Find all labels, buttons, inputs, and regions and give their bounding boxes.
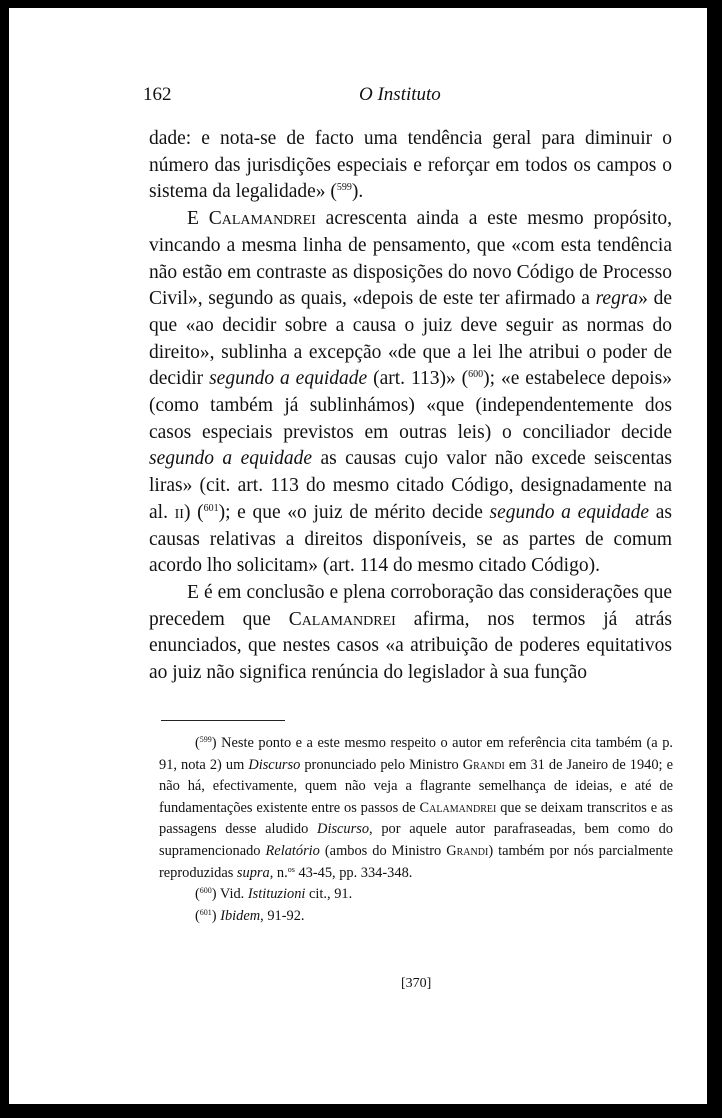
note-reference: 601: [203, 502, 219, 514]
text-run: ) Neste ponto e a este mesmo respeito o autor em referência cita também (a p. 91, nota 2) um: [159, 735, 673, 773]
italic-text: Discurso: [317, 821, 370, 838]
text-run: pronunciado pelo Ministro: [300, 756, 463, 773]
text-run: cit., 91.: [305, 886, 353, 903]
italic-text: segundo a equidade: [489, 501, 650, 523]
small-caps-text: ii: [174, 501, 184, 523]
footnote-600: [159, 884, 673, 906]
footnote-separator: [161, 720, 285, 721]
page-number: 162: [143, 84, 172, 105]
note-reference: 600: [199, 886, 212, 896]
text-run: , por aquele autor parafraseadas, bem como do supramencionado: [159, 821, 673, 859]
text-run: acrescenta ainda a este mesmo propósito, vincando a mesma linha de pensamento, que «com esta tendência não estão em contraste as disposições do novo Código de Processo Civil», segundo as quais, «depois de este ter afirmado a: [149, 208, 672, 310]
small-caps-text: Grandi: [446, 842, 489, 859]
footnote-599: [159, 733, 673, 884]
paragraph: [149, 126, 672, 206]
text-run: em 31 de Janeiro de 1940; e não há, efectivamente, quem não veja a flagrante semelhança de ideias, e até de fundamentações existente entre os passos de: [159, 756, 673, 816]
text-run: (: [195, 735, 200, 751]
text-run: afirma, nos termos já atrás enunciados, que nestes casos «a atribuição de poderes equitativos ao juiz não significa renúncia do legislador à sua função: [149, 608, 672, 684]
text-run: as causas cujo valor não excede seiscentas liras» (cit. art. 113 do mesmo citado Código, designadamente na al.: [149, 448, 672, 523]
italic-text: segundo a equidade: [209, 368, 368, 390]
small-caps-text: Calamandrei: [208, 208, 316, 230]
page-reference: [370]: [401, 976, 432, 991]
text-run: ) também por nós parcialmente reproduzidas: [159, 842, 673, 881]
text-run: ); «e estabelece depois» (como também já sublinhámos) «que (independentemente dos casos especiais previstos em outras leis) o conciliador decide: [149, 368, 672, 443]
note-reference: 599: [336, 182, 352, 194]
small-caps-text: Calamandrei: [419, 799, 497, 816]
text-run: , 91-92.: [260, 907, 305, 924]
italic-text: Istituzioni: [247, 886, 306, 903]
italic-text: Discurso: [248, 756, 301, 773]
note-reference: os: [287, 864, 295, 874]
body-text: [149, 126, 672, 687]
italic-text: Relatório: [265, 842, 320, 859]
text-run: ); e que «o juiz de mérito decide: [218, 501, 490, 523]
text-run: (art. 113)» (: [367, 368, 469, 390]
note-reference: 601: [199, 907, 212, 917]
note-reference: 600: [468, 369, 484, 381]
paragraph: [149, 580, 672, 687]
italic-text: regra: [595, 288, 639, 310]
note-reference: 599: [199, 735, 212, 744]
text-run: (: [195, 886, 200, 903]
italic-text: Ibidem: [220, 907, 261, 924]
text-run: 43-45, pp. 334-348.: [294, 864, 413, 881]
text-run: ) Vid.: [211, 886, 248, 903]
text-run: (ambos do Ministro: [319, 842, 447, 859]
book-page: [9, 8, 707, 1104]
text-run: ) (: [183, 501, 204, 523]
running-title: O Instituto: [359, 84, 441, 105]
footnotes: [159, 733, 673, 927]
text-run: que se deixam transcritos e as passagens desse aludido: [159, 799, 673, 838]
italic-text: segundo a equidade: [149, 448, 313, 470]
small-caps-text: Grandi: [462, 756, 505, 773]
text-run: as causas relativas a direitos disponíveis, se as partes de comum acordo lho solicitam» (art. 114 do mesmo citado Código).: [149, 501, 672, 577]
text-run: » de que «ao decidir sobre a causa o juiz deve seguir as normas do direito», sublinha a excepção «de que a lei lhe atribui o poder de decidir: [149, 288, 672, 390]
text-run: dade: e nota-se de facto uma tendência geral para diminuir o número das jurisdições especiais e reforçar em todos os campos o sistema da legalidade» (: [149, 128, 672, 203]
text-run: , n.: [269, 864, 288, 881]
italic-text: supra: [236, 864, 270, 881]
paragraph: [149, 206, 672, 580]
small-caps-text: Calamandrei: [288, 608, 396, 630]
text-run: E é em conclusão e plena corroboração das considerações que precedem que: [149, 581, 672, 630]
footnote-601: [159, 906, 673, 928]
text-run: E: [187, 208, 209, 230]
text-run: ).: [351, 181, 364, 203]
text-run: ): [211, 907, 221, 924]
text-run: (: [195, 907, 200, 924]
